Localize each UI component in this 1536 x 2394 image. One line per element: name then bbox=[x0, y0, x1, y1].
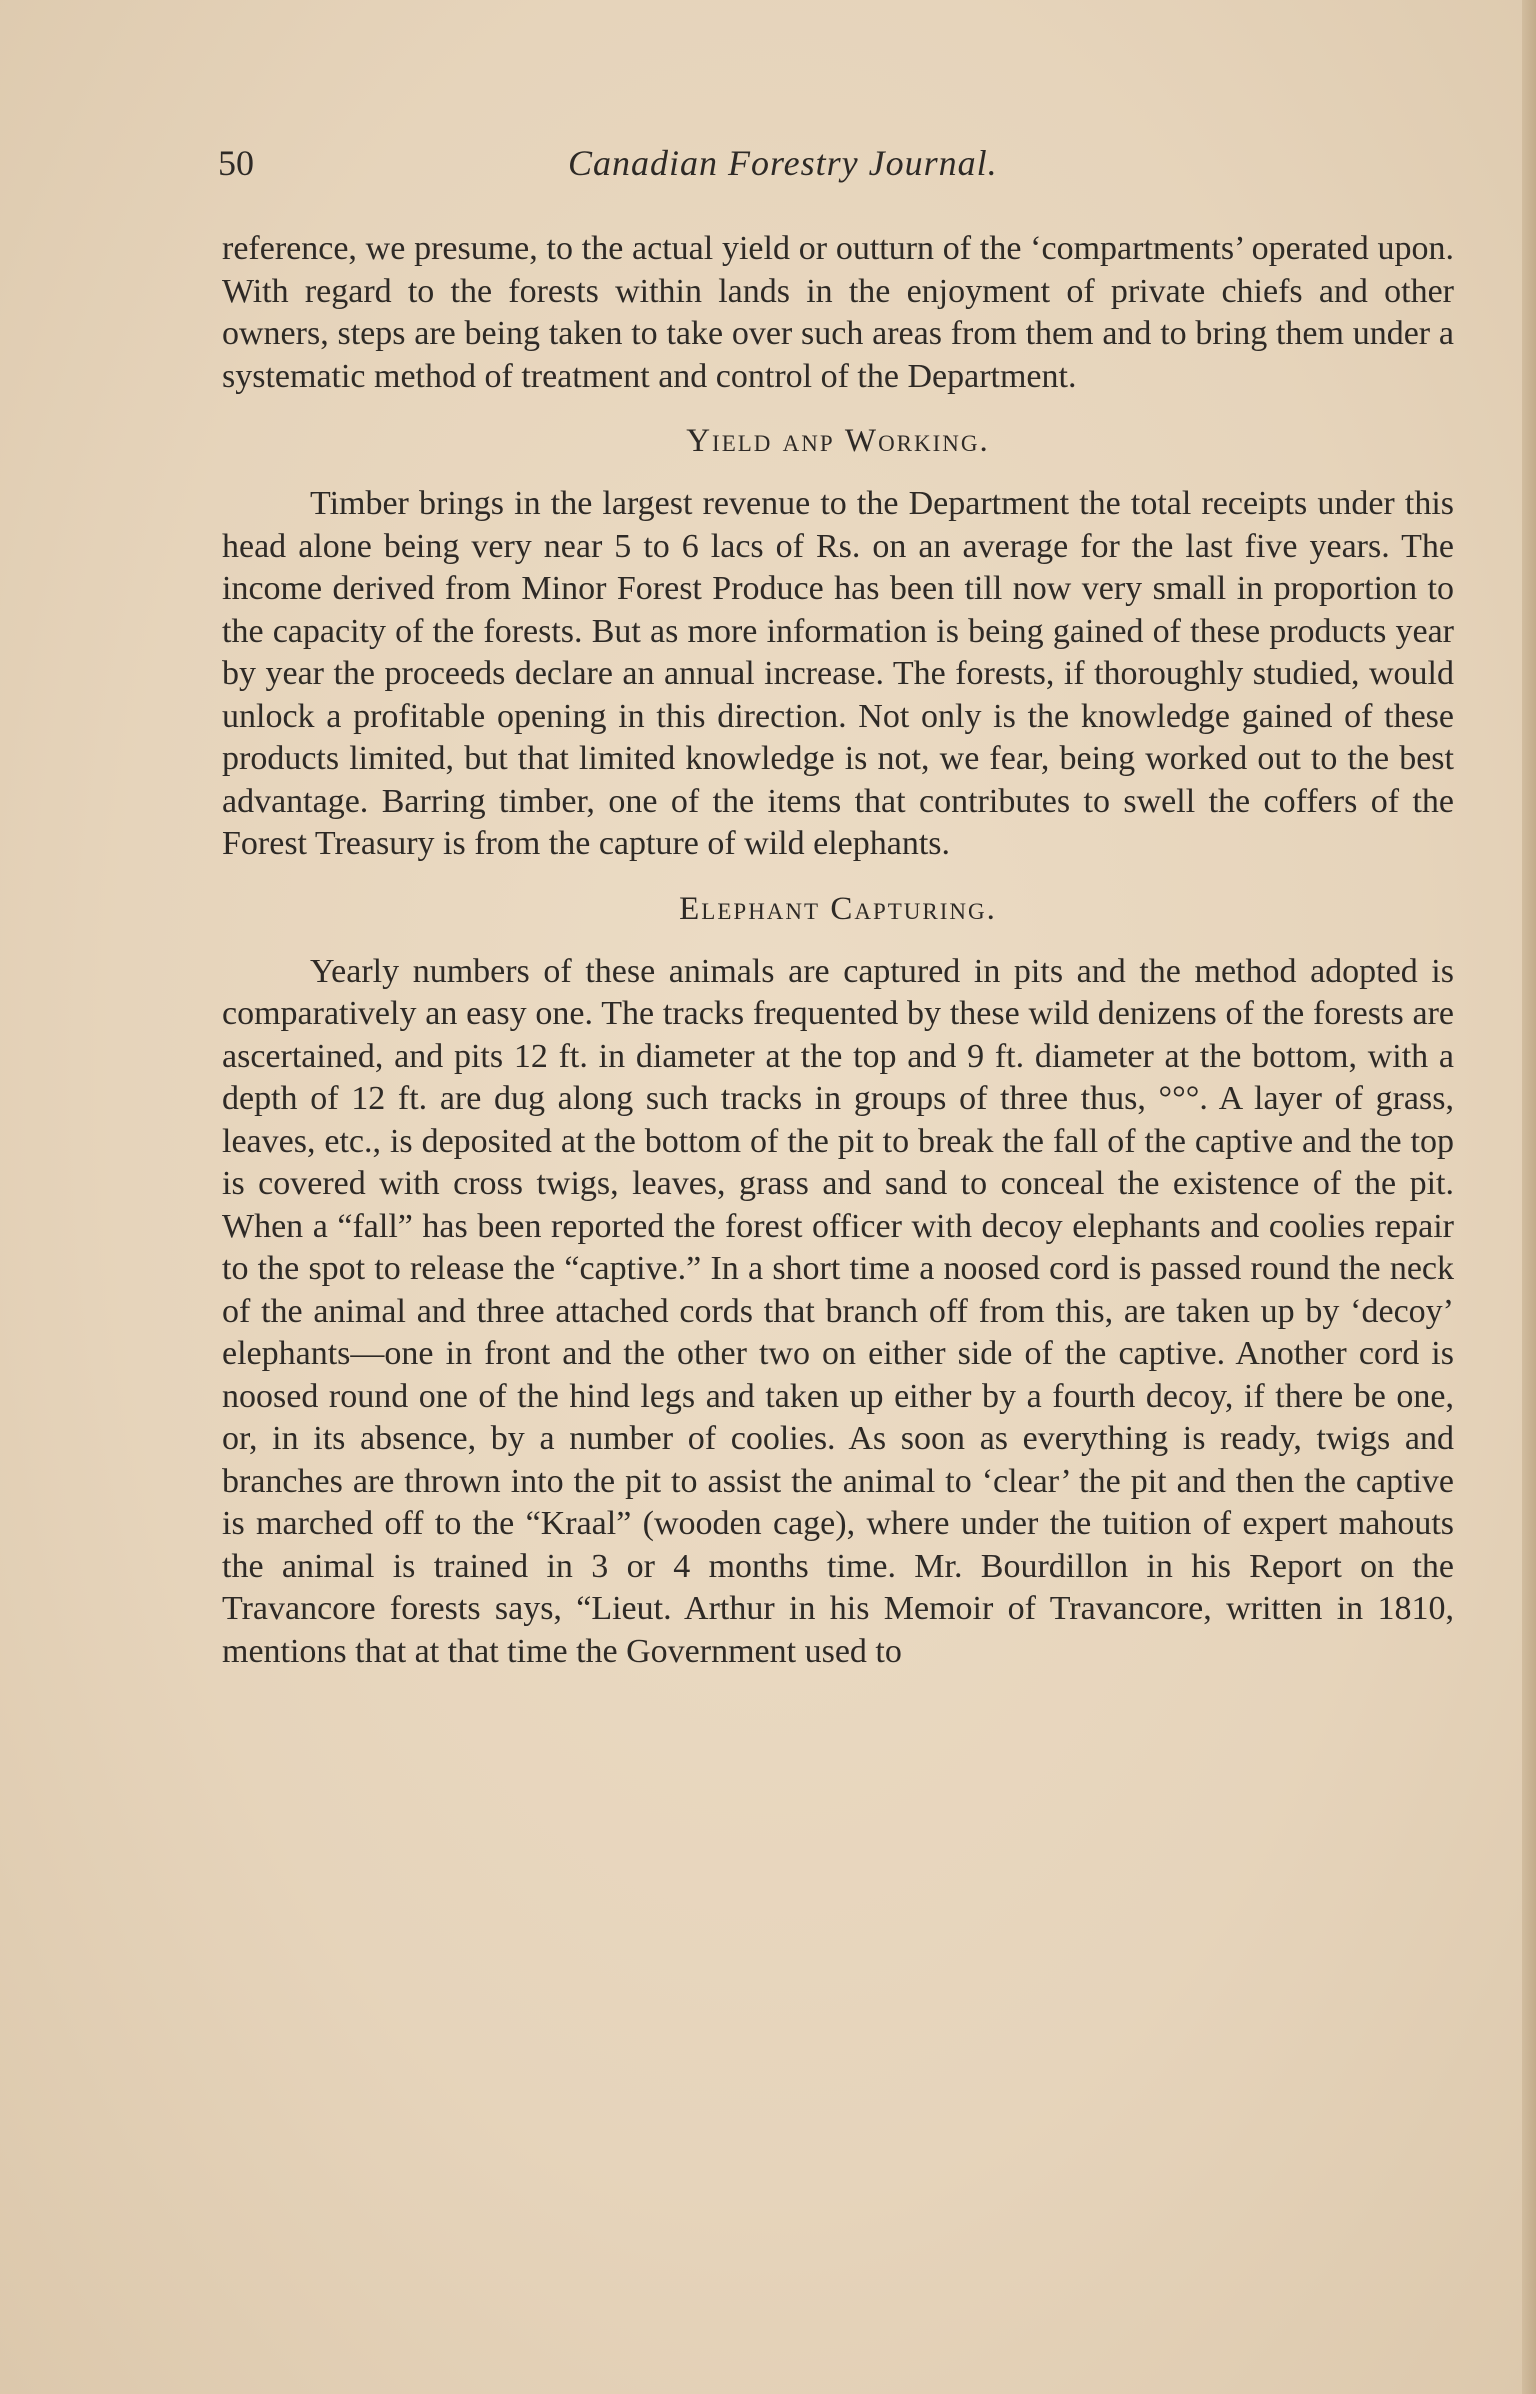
paragraph-timber-revenue: Timber brings in the largest revenue to the Department the total receipts under this head alone being very near 5 to 6 lacs of Rs. on an average for the last five years. The income derived from Minor Forest Produce has been till now very small in proportion to the capacity of the forests. But as more information is being gained of these products year by year the proceeds declare an annual increase. The forests, if thoroughly studied, would unlock a profitable opening in this direction. Not only is the knowledge gained of these products limited, but that limited knowledge is not, we fear, being worked out to the best advantage. Barring timber, one of the items that contributes to swell the coffers of the Forest Treasury is from the capture of wild elephants. bbox=[222, 485, 1454, 862]
running-title: Canadian Forestry Journal. bbox=[568, 143, 998, 183]
paragraph-continuation: reference, we presume, to the actual yield or outturn of the ‘compartments’ operated upon. With regard to the forests within lands in the enjoyment of private chiefs and other owners, steps are being taken to take over such areas from them and to bring them under a systematic method of treatment and control of the Department. bbox=[222, 230, 1454, 395]
page-number: 50 bbox=[218, 143, 254, 183]
page-edge bbox=[1522, 0, 1536, 2394]
section-heading-elephant-capturing: Elephant Capturing. bbox=[679, 890, 997, 927]
paragraph-elephant-capturing: Yearly numbers of these animals are captured in pits and the method adopted is comparatively an easy one. The tracks frequented by these wild denizens of the forests are ascertained, and pits 12 ft. in diameter at the top and 9 ft. diameter at the bottom, with a depth of 12 ft. are dug along such tracks in groups of three thus, °°°. A layer of grass, leaves, etc., is deposited at the bottom of the pit to break the fall of the captive and the top is covered with cross twigs, leaves, grass and sand to conceal the existence of the pit. When a “fall” has been reported the forest officer with decoy elephants and coolies repair to the spot to release the “captive.” In a short time a noosed cord is passed round the neck of the animal and three attached cords that branch off from this, are taken up by ‘decoy’ elephants—one in front and the other two on either side of the captive. Another cord is noosed round one of the hind legs and taken up either by a fourth decoy, if there be one, or, in its absence, by a number of coolies. As soon as everything is ready, twigs and branches are thrown into the pit to assist the animal to ‘clear’ the pit and then the captive is marched off to the “Kraal” (wooden cage), where under the tuition of expert mahouts the animal is trained in 3 or 4 months time. Mr. Bourdillon in his Report on the Travancore forests says, “Lieut. Arthur in his Memoir of Travancore, written in 1810, mentions that at that time the Government used to bbox=[222, 952, 1454, 1670]
section-heading-yield-and-working: Yield anр Working. bbox=[686, 423, 990, 459]
page-header bbox=[218, 142, 1448, 202]
body-text bbox=[222, 228, 1454, 1673]
